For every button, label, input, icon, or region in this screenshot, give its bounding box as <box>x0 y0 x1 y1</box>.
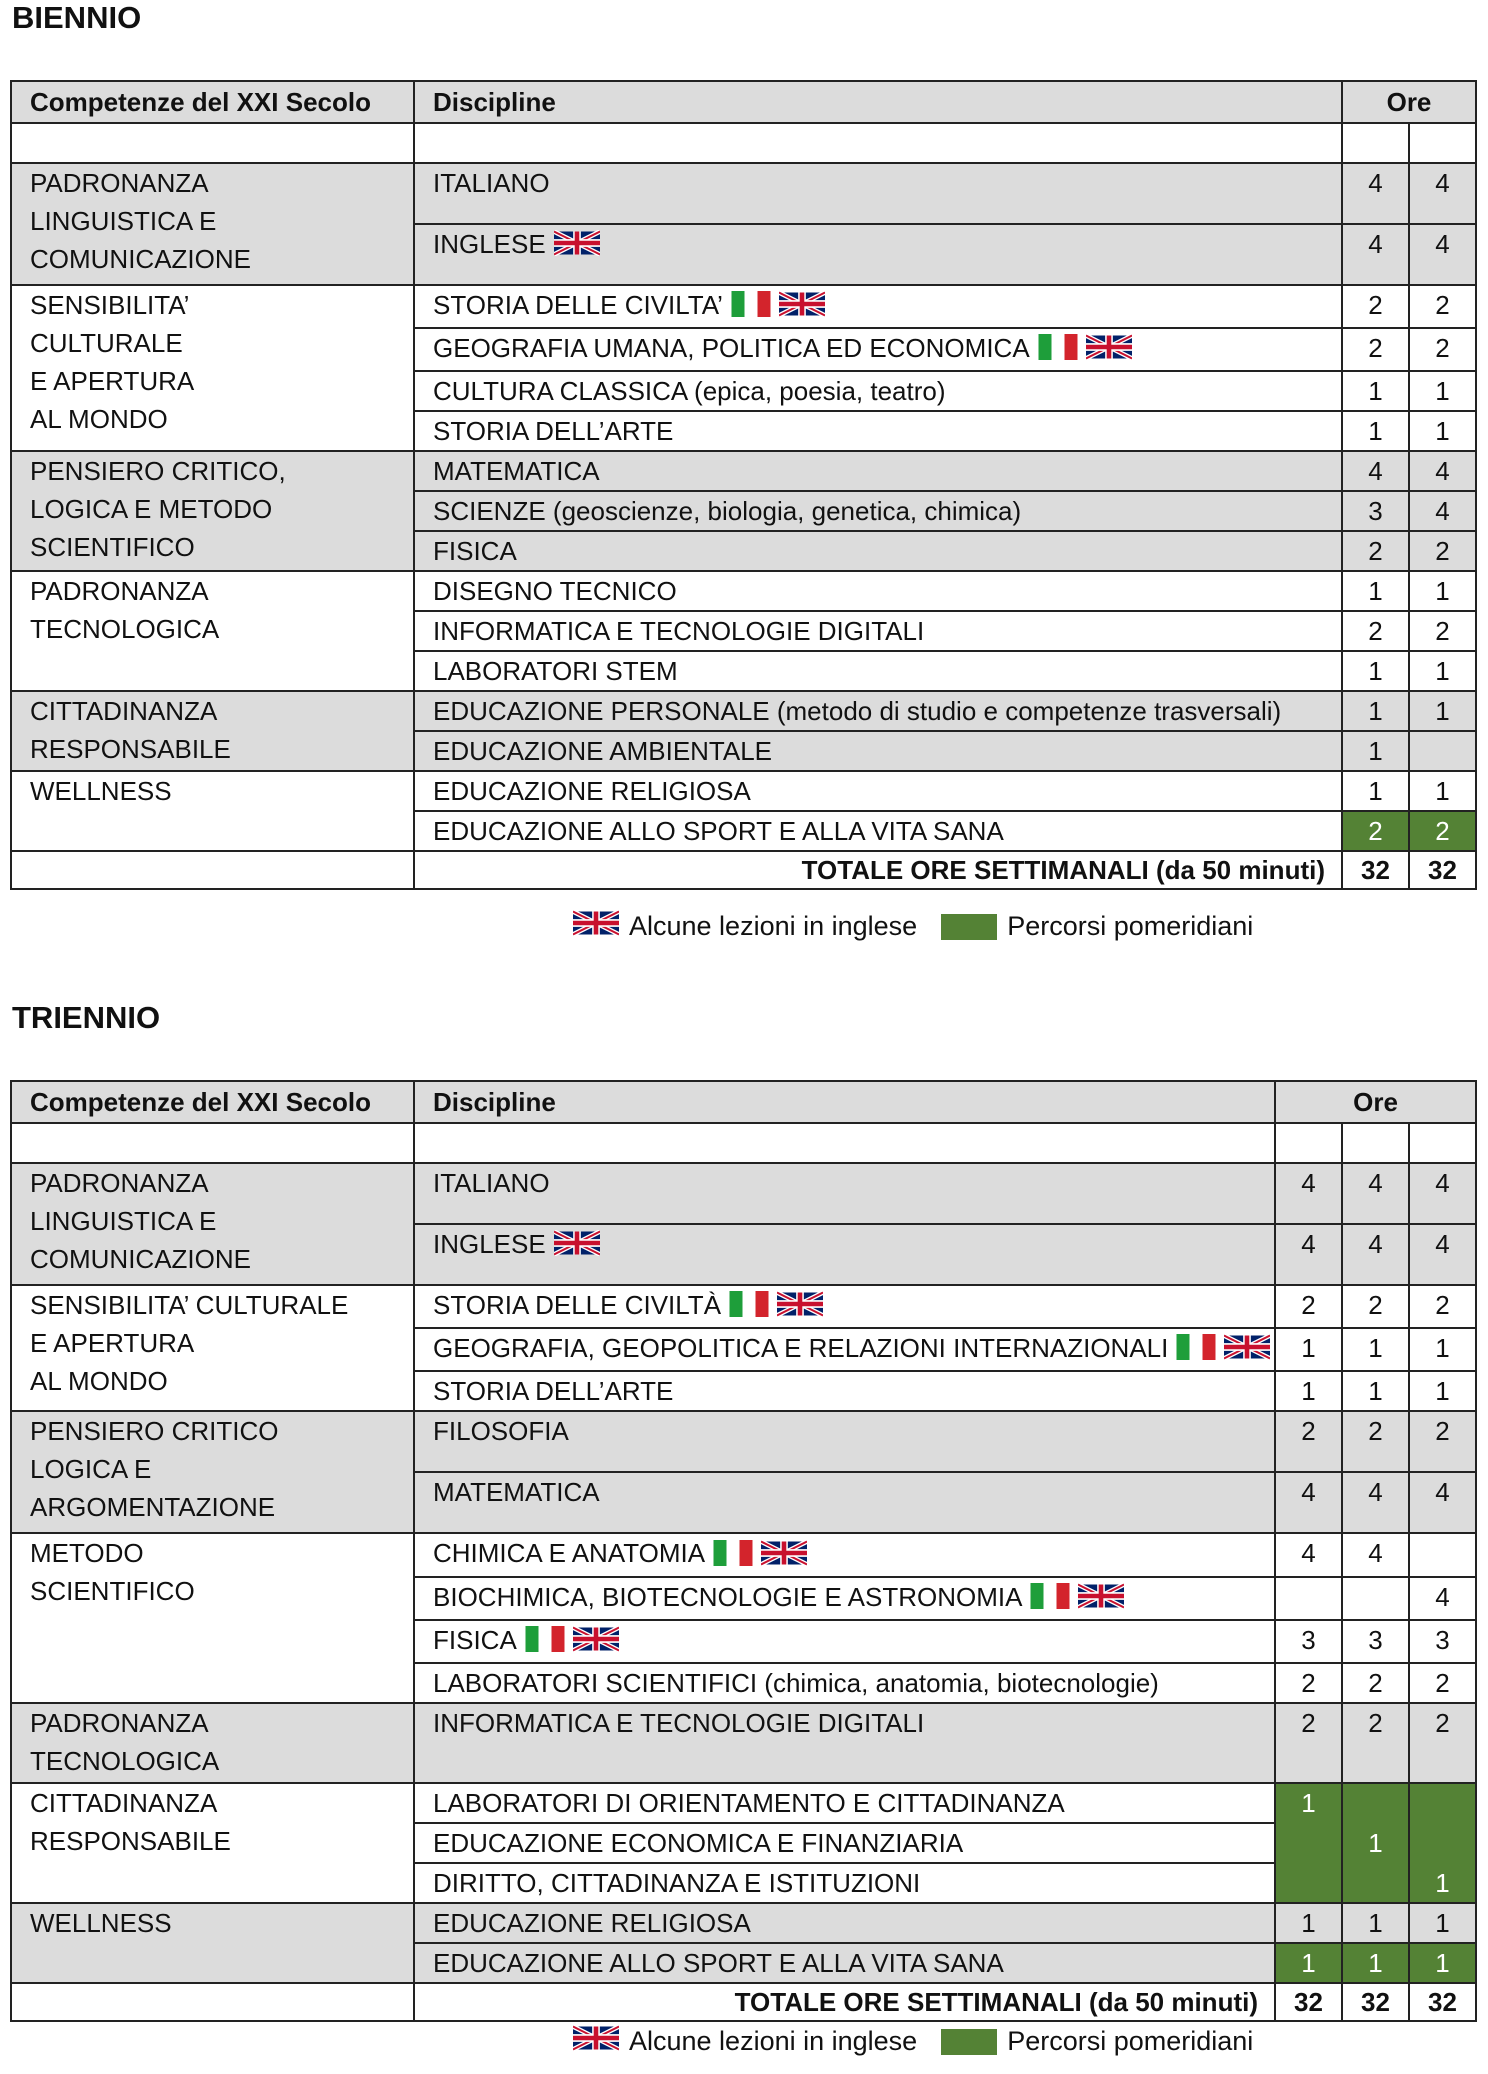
table-row <box>11 571 1476 611</box>
competenza-line: AL MONDO <box>30 404 168 434</box>
header-discipline: Discipline <box>414 1081 1275 1123</box>
biennio-legend <box>573 910 1253 943</box>
competenza-line: CITTADINANZA <box>30 1787 218 1818</box>
competenza-cell <box>11 771 414 851</box>
ore-cell: 2 <box>1342 328 1409 371</box>
ore-cell: 2 <box>1409 1285 1476 1328</box>
disciplina-cell <box>414 1663 1275 1703</box>
ore-cell: 1 <box>1342 731 1409 771</box>
ore-cell: 2 <box>1275 1663 1342 1703</box>
flags-group <box>1038 330 1140 370</box>
ore-cell: 4 <box>1275 1163 1342 1224</box>
disciplina-label: GEOGRAFIA, GEOPOLITICA E RELAZIONI INTERNAZIONALI <box>433 1333 1169 1364</box>
disciplina-label: FISICA <box>433 536 517 567</box>
blank-cell <box>11 123 414 163</box>
disciplina-cell <box>414 771 1342 811</box>
total-blank-cell <box>11 851 414 889</box>
disciplina-cell <box>414 1285 1275 1328</box>
ore-cell: 2 <box>1409 811 1476 851</box>
ore-cell <box>1409 1533 1476 1576</box>
competenza-cell <box>11 1533 414 1703</box>
disciplina-label: LABORATORI STEM <box>433 656 678 687</box>
disciplina-cell <box>414 691 1342 731</box>
blank-cell <box>11 1123 414 1163</box>
triennio-title: TRIENNIO <box>12 1000 161 1035</box>
ore-cell: 2 <box>1409 611 1476 651</box>
italy-flag-icon <box>729 1289 769 1327</box>
disciplina-label: EDUCAZIONE RELIGIOSA <box>433 776 751 807</box>
ore-cell: 2 <box>1342 611 1409 651</box>
total-label: TOTALE ORE SETTIMANALI (da 50 minuti) <box>414 1983 1275 2021</box>
ore-cell: 1 <box>1275 1328 1342 1371</box>
legend-english-label: Alcune lezioni in inglese <box>629 911 918 941</box>
disciplina-label: LABORATORI DI ORIENTAMENTO E CITTADINANZA <box>433 1787 1065 1818</box>
disciplina-cell <box>414 1823 1275 1863</box>
ore-cell: 1 <box>1342 1903 1409 1943</box>
competenza-line: METODO <box>30 1538 144 1569</box>
disciplina-label: STORIA DELL’ARTE <box>433 1376 674 1407</box>
disciplina-label: EDUCAZIONE ECONOMICA E FINANZIARIA <box>433 1827 964 1858</box>
competenza-line: PENSIERO CRITICO, <box>30 456 286 487</box>
ore-cell: 1 <box>1409 571 1476 611</box>
competenza-cell <box>11 1703 414 1783</box>
ore-cell: 2 <box>1275 1411 1342 1472</box>
disciplina-cell <box>414 531 1342 571</box>
disciplina-cell <box>414 1783 1275 1823</box>
disciplina-label: SCIENZE (geoscienze, biologia, genetica, chimica) <box>433 496 1022 527</box>
competenza-line: AL MONDO <box>30 1366 168 1396</box>
ore-cell: 1 <box>1342 411 1409 451</box>
uk-flag-icon <box>1086 332 1132 370</box>
disciplina-label: EDUCAZIONE ALLO SPORT E ALLA VITA SANA <box>433 816 1004 847</box>
ore-cell: 2 <box>1342 1703 1409 1783</box>
ore-cell: 2 <box>1342 1285 1409 1328</box>
ore-cell: 2 <box>1409 531 1476 571</box>
flags-group <box>1176 1330 1278 1370</box>
disciplina-cell <box>414 451 1342 491</box>
ore-cell <box>1342 1577 1409 1620</box>
competenza-line: WELLNESS <box>30 1907 172 1938</box>
competenza-line: E APERTURA <box>30 366 195 396</box>
total-row <box>11 1983 1476 2021</box>
blank-cell <box>1342 123 1409 163</box>
italy-flag-icon <box>525 1624 565 1662</box>
disciplina-label: INGLESE <box>433 229 546 259</box>
italy-flag-icon <box>1176 1332 1216 1370</box>
disciplina-label: BIOCHIMICA, BIOTECNOLOGIE E ASTRONOMIA <box>433 1581 1023 1612</box>
italy-flag-icon <box>1030 1581 1070 1619</box>
disciplina-label: INGLESE <box>433 1229 546 1259</box>
ore-cell: 2 <box>1342 531 1409 571</box>
blank-cell <box>414 1123 1275 1163</box>
competenza-line: SCIENTIFICO <box>30 532 195 563</box>
ore-cell: 1 <box>1409 371 1476 411</box>
ore-cell: 4 <box>1409 1163 1476 1224</box>
ore-cell: 4 <box>1409 224 1476 285</box>
ore-cell: 1 <box>1409 1328 1476 1371</box>
disciplina-label: ITALIANO <box>433 1168 550 1198</box>
legend-green-swatch <box>941 914 997 940</box>
competenza-line: LINGUISTICA E <box>30 1206 217 1236</box>
disciplina-cell <box>414 1903 1275 1943</box>
ore-cell: 3 <box>1409 1620 1476 1663</box>
uk-flag-icon <box>777 1289 823 1327</box>
competenza-cell <box>11 571 414 691</box>
competenza-cell <box>11 285 414 451</box>
total-value: 32 <box>1409 1983 1476 2021</box>
ore-cell: 3 <box>1275 1620 1342 1663</box>
total-value: 32 <box>1342 1983 1409 2021</box>
header-competenze: Competenze del XXI Secolo <box>11 81 414 123</box>
competenza-line: TECNOLOGICA <box>30 614 220 645</box>
biennio-title: BIENNIO <box>12 0 142 35</box>
legend-green-label: Percorsi pomeridiani <box>1007 2026 1254 2056</box>
disciplina-cell <box>414 1328 1275 1371</box>
disciplina-label: STORIA DELLE CIVILTÀ <box>433 1290 722 1320</box>
ore-cell: 4 <box>1342 224 1409 285</box>
ore-cell <box>1275 1577 1342 1620</box>
ore-cell: 4 <box>1275 1472 1342 1533</box>
competenza-line: WELLNESS <box>30 776 172 807</box>
uk-flag-icon <box>761 1538 807 1576</box>
ore-cell: 2 <box>1342 811 1409 851</box>
disciplina-cell <box>414 1411 1275 1472</box>
flags-group <box>729 1287 831 1327</box>
disciplina-cell <box>414 651 1342 691</box>
competenza-cell <box>11 451 414 571</box>
disciplina-cell <box>414 611 1342 651</box>
competenza-line: RESPONSABILE <box>30 734 231 765</box>
disciplina-label: EDUCAZIONE ALLO SPORT E ALLA VITA SANA <box>433 1947 1004 1978</box>
total-value: 32 <box>1275 1983 1342 2021</box>
ore-cell: 1 <box>1342 1328 1409 1371</box>
disciplina-cell <box>414 1577 1275 1620</box>
ore-cell: 2 <box>1275 1703 1342 1783</box>
table-row <box>11 1411 1476 1472</box>
ore-cell: 4 <box>1409 163 1476 224</box>
ore-cell: 1 <box>1409 1943 1476 1983</box>
flags-group <box>731 287 833 327</box>
ore-cell: 2 <box>1409 1663 1476 1703</box>
italy-flag-icon <box>731 289 771 327</box>
ore-cell: 2 <box>1409 285 1476 328</box>
ore-cell: 2 <box>1342 1663 1409 1703</box>
disciplina-label: EDUCAZIONE PERSONALE (metodo di studio e competenze trasversali) <box>433 696 1282 727</box>
competenza-cell <box>11 1783 414 1903</box>
competenza-cell <box>11 1285 414 1411</box>
ore-cell: 4 <box>1409 451 1476 491</box>
disciplina-label: GEOGRAFIA UMANA, POLITICA ED ECONOMICA <box>433 333 1030 364</box>
uk-flag-icon <box>573 1624 619 1662</box>
disciplina-cell <box>414 1472 1275 1533</box>
competenza-line: CULTURALE <box>30 328 183 358</box>
ore-cell: 1 <box>1275 1371 1342 1411</box>
competenza-cell <box>11 1903 414 1983</box>
uk-flag-icon <box>573 910 619 943</box>
blank-cell <box>1275 1123 1342 1163</box>
disciplina-cell <box>414 571 1342 611</box>
blank-cell <box>1409 123 1476 163</box>
ore-cell: 2 <box>1409 328 1476 371</box>
ore-cell: 1 <box>1342 1371 1409 1411</box>
ore-cell: 2 <box>1275 1285 1342 1328</box>
competenza-line: SENSIBILITA’ <box>30 290 190 320</box>
ore-cell: 1 <box>1342 1783 1409 1903</box>
ore-cell: 1 <box>1409 771 1476 811</box>
ore-cell: 1 <box>1409 1903 1476 1943</box>
italy-flag-icon <box>713 1538 753 1576</box>
ore-cell: 2 <box>1409 1703 1476 1783</box>
ore-cell: 2 <box>1342 285 1409 328</box>
table-row <box>11 771 1476 811</box>
ore-cell: 1 <box>1275 1903 1342 1943</box>
triennio-table <box>10 1080 1477 2022</box>
ore-cell: 1 <box>1409 691 1476 731</box>
competenza-line: LINGUISTICA E <box>30 206 217 236</box>
ore-cell: 1 <box>1275 1943 1342 1983</box>
competenza-line: PENSIERO CRITICO <box>30 1416 279 1447</box>
ore-cell: 1 <box>1342 691 1409 731</box>
total-label: TOTALE ORE SETTIMANALI (da 50 minuti) <box>414 851 1342 889</box>
uk-flag-icon <box>1224 1332 1270 1370</box>
ore-cell: 1 <box>1275 1783 1342 1903</box>
competenza-line: LOGICA E <box>30 1454 152 1485</box>
ore-cell: 1 <box>1409 411 1476 451</box>
disciplina-cell <box>414 1224 1275 1285</box>
competenza-cell <box>11 1411 414 1533</box>
ore-cell: 4 <box>1342 1533 1409 1576</box>
competenza-cell <box>11 691 414 771</box>
triennio-legend <box>573 2025 1253 2058</box>
italy-flag-icon <box>1038 332 1078 370</box>
blank-cell <box>1342 1123 1409 1163</box>
disciplina-cell <box>414 811 1342 851</box>
disciplina-label: CULTURA CLASSICA (epica, poesia, teatro) <box>433 376 946 407</box>
disciplina-cell <box>414 224 1342 285</box>
disciplina-label: ITALIANO <box>433 168 550 198</box>
competenza-cell <box>11 163 414 285</box>
competenza-line: PADRONANZA <box>30 168 209 198</box>
table-row <box>11 285 1476 328</box>
disciplina-cell <box>414 1533 1275 1576</box>
competenza-line: SCIENTIFICO <box>30 1576 195 1607</box>
disciplina-cell <box>414 731 1342 771</box>
ore-cell: 4 <box>1409 1224 1476 1285</box>
ore-cell: 1 <box>1342 771 1409 811</box>
competenza-line: PADRONANZA <box>30 1707 209 1738</box>
ore-cell: 4 <box>1409 1577 1476 1620</box>
competenza-cell <box>11 1163 414 1285</box>
flags-group <box>525 1622 627 1662</box>
ore-cell: 1 <box>1342 371 1409 411</box>
blank-cell <box>414 123 1342 163</box>
table-row <box>11 1903 1476 1943</box>
disciplina-cell <box>414 1163 1275 1224</box>
disciplina-label: FISICA <box>433 1624 517 1655</box>
uk-flag-icon <box>779 289 825 327</box>
table-row <box>11 691 1476 731</box>
ore-cell: 4 <box>1342 1224 1409 1285</box>
legend-green-swatch <box>941 2029 997 2055</box>
total-value: 32 <box>1342 851 1409 889</box>
ore-cell: 2 <box>1409 1411 1476 1472</box>
header-ore: Ore <box>1342 81 1476 123</box>
competenza-line: CITTADINANZA <box>30 696 218 727</box>
ore-cell: 1 <box>1409 1371 1476 1411</box>
ore-cell: 4 <box>1342 1472 1409 1533</box>
disciplina-cell <box>414 163 1342 224</box>
disciplina-label: STORIA DELL’ARTE <box>433 416 674 447</box>
disciplina-cell <box>414 1620 1275 1663</box>
flags-group <box>554 1226 608 1266</box>
total-value: 32 <box>1409 851 1476 889</box>
ore-cell: 4 <box>1342 163 1409 224</box>
disciplina-label: INFORMATICA E TECNOLOGIE DIGITALI <box>433 1707 925 1738</box>
ore-cell: 4 <box>1342 1163 1409 1224</box>
legend-green-label: Percorsi pomeridiani <box>1007 911 1254 941</box>
legend-english-label: Alcune lezioni in inglese <box>629 2026 918 2056</box>
flags-group <box>713 1535 815 1575</box>
competenza-line: COMUNICAZIONE <box>30 1244 251 1274</box>
ore-cell: 1 <box>1342 571 1409 611</box>
ore-cell: 1 <box>1342 1943 1409 1983</box>
disciplina-label: MATEMATICA <box>433 456 600 487</box>
disciplina-cell <box>414 1943 1275 1983</box>
uk-flag-icon <box>554 1228 600 1266</box>
flags-group <box>554 226 608 266</box>
disciplina-cell <box>414 285 1342 328</box>
ore-cell: 1 <box>1409 651 1476 691</box>
ore-cell: 4 <box>1275 1224 1342 1285</box>
table-row <box>11 163 1476 224</box>
competenza-line: LOGICA E METODO <box>30 494 273 525</box>
competenza-line: ARGOMENTAZIONE <box>30 1492 276 1523</box>
disciplina-label: STORIA DELLE CIVILTA’ <box>433 290 723 320</box>
table-row <box>11 451 1476 491</box>
ore-cell: 4 <box>1342 451 1409 491</box>
ore-cell: 1 <box>1409 1783 1476 1903</box>
disciplina-cell <box>414 1863 1275 1903</box>
disciplina-label: EDUCAZIONE AMBIENTALE <box>433 736 773 767</box>
table-row <box>11 1163 1476 1224</box>
competenza-line: TECNOLOGICA <box>30 1745 220 1776</box>
ore-cell: 3 <box>1342 491 1409 531</box>
total-row <box>11 851 1476 889</box>
blank-cell <box>1409 1123 1476 1163</box>
disciplina-label: INFORMATICA E TECNOLOGIE DIGITALI <box>433 616 925 647</box>
disciplina-label: LABORATORI SCIENTIFICI (chimica, anatomia, biotecnologie) <box>433 1667 1159 1698</box>
flags-group <box>1030 1579 1132 1619</box>
disciplina-label: DIRITTO, CITTADINANZA E ISTITUZIONI <box>433 1867 921 1898</box>
table-row <box>11 1533 1476 1576</box>
disciplina-cell <box>414 411 1342 451</box>
competenza-line: COMUNICAZIONE <box>30 244 251 274</box>
disciplina-label: DISEGNO TECNICO <box>433 576 677 607</box>
uk-flag-icon <box>573 2025 619 2058</box>
disciplina-label: CHIMICA E ANATOMIA <box>433 1538 706 1569</box>
disciplina-cell <box>414 1703 1275 1783</box>
disciplina-label: FILOSOFIA <box>433 1416 569 1447</box>
ore-cell <box>1409 731 1476 771</box>
uk-flag-icon <box>1078 1581 1124 1619</box>
uk-flag-icon <box>554 228 600 266</box>
competenza-line: E APERTURA <box>30 1328 195 1358</box>
disciplina-label: EDUCAZIONE RELIGIOSA <box>433 1907 751 1938</box>
ore-cell: 4 <box>1409 491 1476 531</box>
ore-cell: 3 <box>1342 1620 1409 1663</box>
disciplina-label: MATEMATICA <box>433 1477 600 1508</box>
ore-cell: 4 <box>1275 1533 1342 1576</box>
competenza-line: PADRONANZA <box>30 576 209 607</box>
table-row <box>11 1783 1476 1823</box>
competenza-line: PADRONANZA <box>30 1168 209 1198</box>
total-blank-cell <box>11 1983 414 2021</box>
competenza-line: SENSIBILITA’ CULTURALE <box>30 1290 349 1320</box>
ore-cell: 4 <box>1409 1472 1476 1533</box>
biennio-table <box>10 80 1477 890</box>
disciplina-cell <box>414 491 1342 531</box>
ore-cell: 1 <box>1342 651 1409 691</box>
header-ore: Ore <box>1275 1081 1476 1123</box>
table-row <box>11 1703 1476 1783</box>
table-row <box>11 1285 1476 1328</box>
ore-cell: 2 <box>1342 1411 1409 1472</box>
header-competenze: Competenze del XXI Secolo <box>11 1081 414 1123</box>
competenza-line: RESPONSABILE <box>30 1825 231 1856</box>
disciplina-cell <box>414 328 1342 371</box>
disciplina-cell <box>414 1371 1275 1411</box>
disciplina-cell <box>414 371 1342 411</box>
header-discipline: Discipline <box>414 81 1342 123</box>
